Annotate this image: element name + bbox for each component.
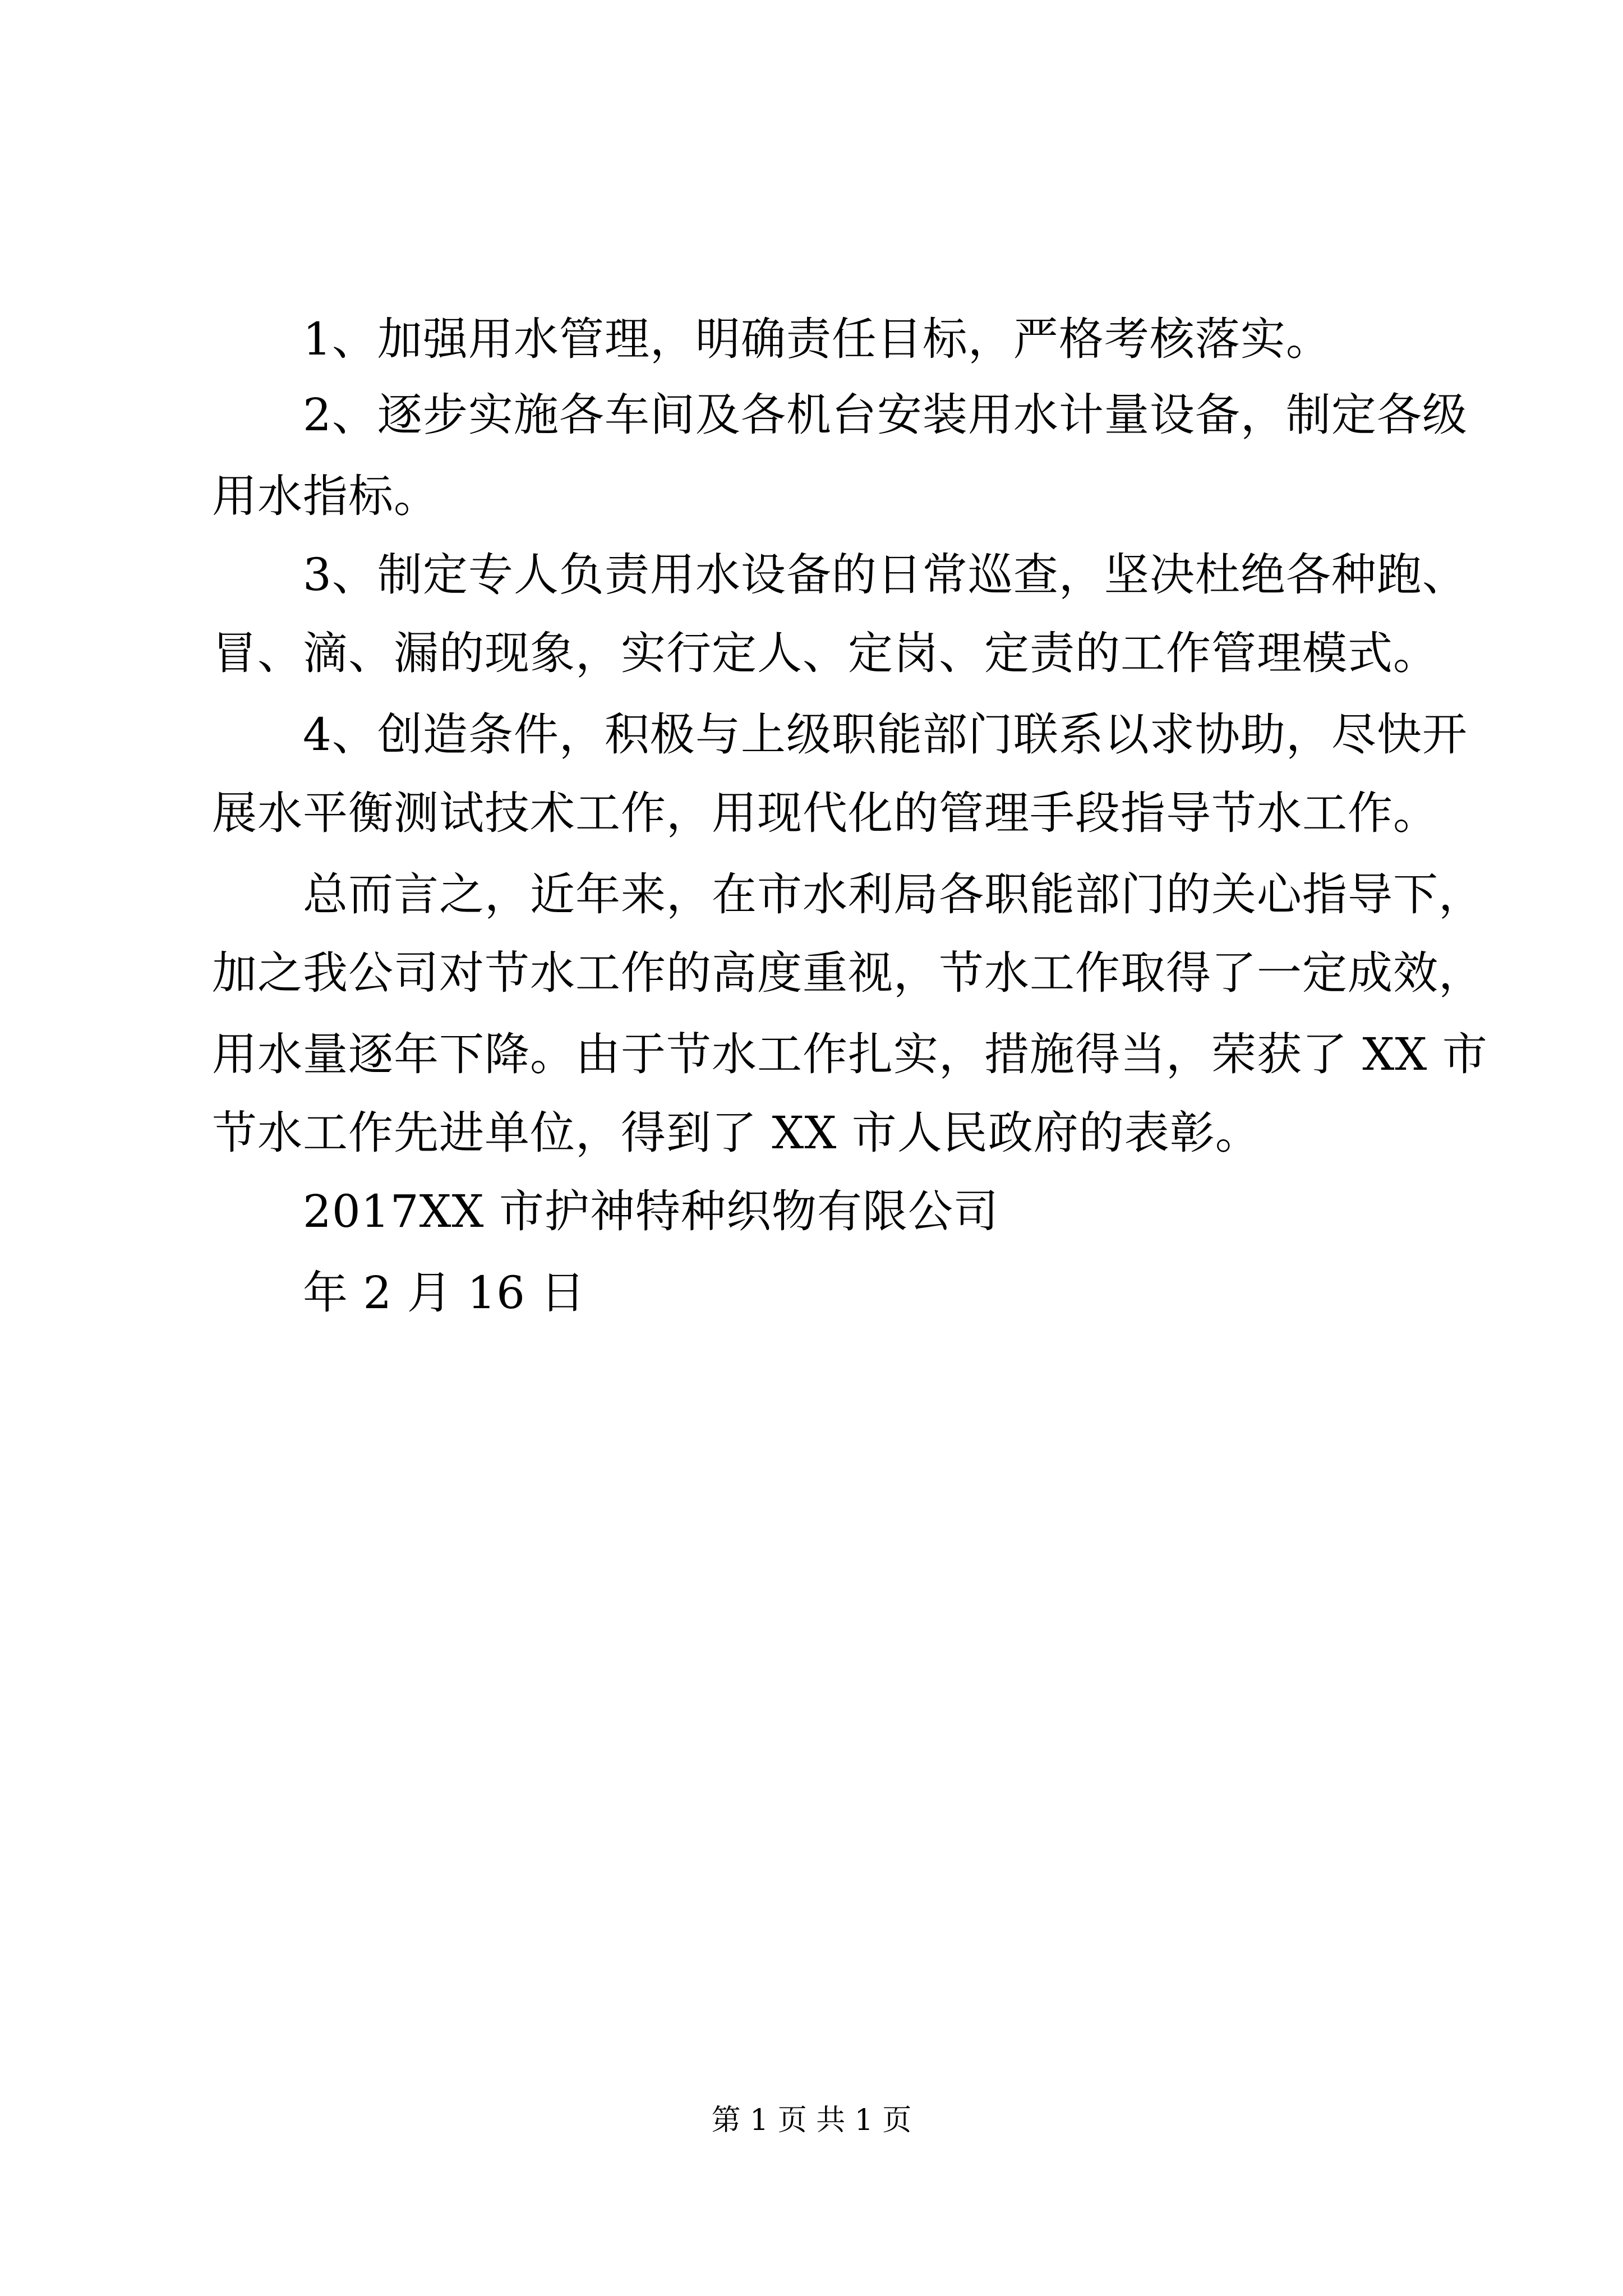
summary-line-1: 总而言之，近年来，在市水利局各职能部门的关心指导下，	[303, 868, 1484, 921]
item-4-line-1: 4、创造条件，积极与上级职能部门联系以求协助，尽快开	[303, 708, 1468, 761]
item-1-line-1: 1、加强用水管理，明确责任目标，严格考核落实。	[303, 313, 1331, 365]
summary-line-2: 加之我公司对节水工作的高度重视，节水工作取得了一定成效，	[212, 947, 1484, 999]
item-2-line-1: 2、逐步实施各车间及各机台安装用水计量设备，制定各级	[303, 389, 1468, 441]
item-2-line-2: 用水指标。	[212, 470, 439, 522]
item-3-line-2: 冒、滴、漏的现象，实行定人、定岗、定责的工作管理模式。	[212, 627, 1438, 679]
signature-date: 年 2 月 16 日	[303, 1267, 586, 1319]
signature-company: 2017XX 市护神特种织物有限公司	[303, 1185, 999, 1237]
item-4-line-2: 展水平衡测试技术工作，用现代化的管理手段指导节水工作。	[212, 787, 1438, 839]
summary-line-3: 用水量逐年下降。由于节水工作扎实，措施得当，荣获了 XX 市	[212, 1028, 1488, 1080]
page-footer: 第 1 页 共 1 页	[711, 2104, 912, 2137]
summary-line-4: 节水工作先进单位，得到了 XX 市人民政府的表彰。	[212, 1107, 1261, 1159]
item-3-line-1: 3、制定专人负责用水设备的日常巡查，坚决杜绝各种跑、	[303, 549, 1468, 601]
